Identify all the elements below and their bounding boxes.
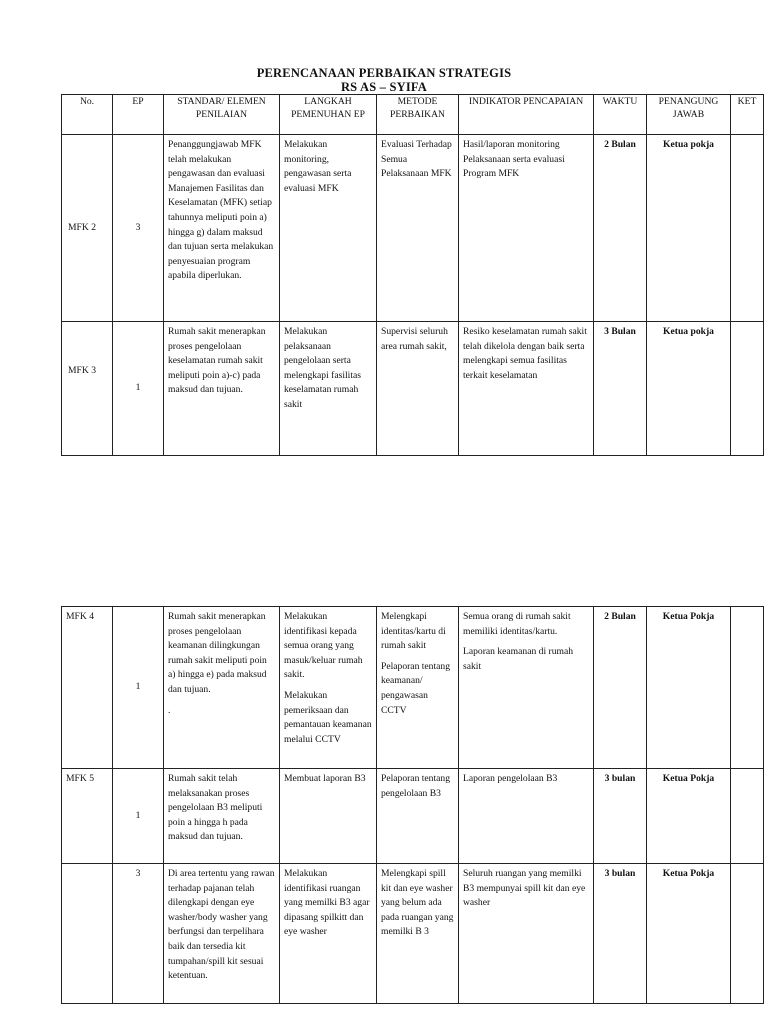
langkah-item: Melakukan pelaksanaan pengelolaan serta melengkapi fasilitas keselamatan rumah sakit bbox=[284, 326, 361, 410]
cell-ket bbox=[731, 864, 764, 1004]
cell-penanggung-jawab: Ketua Pokja bbox=[647, 607, 731, 769]
header-ket: KET bbox=[731, 95, 764, 135]
cell-indikator bbox=[459, 607, 594, 769]
header-ep: EP bbox=[113, 95, 164, 135]
metode-item: Evaluasi Terhadap Semua Pelaksanaan MFK bbox=[381, 139, 452, 180]
cell-metode bbox=[377, 135, 459, 322]
cell-waktu: 3 Bulan bbox=[594, 322, 647, 456]
table-row bbox=[62, 769, 764, 864]
cell-indikator bbox=[459, 769, 594, 864]
cell-ket bbox=[731, 322, 764, 456]
metode-item: Supervisi seluruh area rumah sakit, bbox=[381, 326, 448, 352]
header-langkah: LANGKAH PEMENUHAN EP bbox=[280, 95, 377, 135]
cell-indikator bbox=[459, 322, 594, 456]
cell-langkah bbox=[280, 864, 377, 1004]
cell-langkah bbox=[280, 607, 377, 769]
cell-ep: 1 bbox=[113, 607, 164, 769]
cell-ep: 3 bbox=[113, 864, 164, 1004]
indikator-item: Resiko keselamatan rumah sakit telah dikelola dengan baik serta melengkapi semua fasilitas terkait keselamatan bbox=[463, 326, 587, 381]
cell-standar: Rumah sakit menerapkan proses pengelolaan keselamatan rumah sakit meliputi poin a)-c) pada maksud dan tujuan. bbox=[164, 322, 280, 456]
cell-waktu: 2 Bulan bbox=[594, 607, 647, 769]
cell-metode bbox=[377, 322, 459, 456]
cell-langkah bbox=[280, 769, 377, 864]
cell-waktu: 3 bulan bbox=[594, 769, 647, 864]
indikator-item: Semua orang di rumah sakit memiliki identitas/kartu. bbox=[463, 611, 571, 637]
cell-waktu: 2 Bulan bbox=[594, 135, 647, 322]
cell-ep: 1 bbox=[113, 322, 164, 456]
header-metode: METODE PERBAIKAN bbox=[377, 95, 459, 135]
plan-table-bottom bbox=[61, 606, 764, 1004]
header-indikator: INDIKATOR PENCAPAIAN bbox=[459, 95, 594, 135]
cell-no: MFK 3 bbox=[62, 322, 113, 456]
cell-metode bbox=[377, 769, 459, 864]
langkah-item: Melakukan identifikasi kepada semua orang yang masuk/keluar rumah sakit. bbox=[284, 611, 363, 681]
langkah-item: Melakukan identifikasi ruangan yang memilki B3 agar dipasang spilkitt dan eye washer bbox=[284, 868, 370, 938]
header-penanggung-jawab: PENANGUNG JAWAB bbox=[647, 95, 731, 135]
cell-ket bbox=[731, 769, 764, 864]
cell-standar: Di area tertentu yang rawan terhadap pajanan telah dilengkapi dengan eye washer/body washer yang berfungsi dan terpelihara baik dan tersedia kit tumpahan/spill kit sesuai ketentuan. bbox=[164, 864, 280, 1004]
table-header-row bbox=[62, 95, 764, 135]
cell-metode bbox=[377, 607, 459, 769]
cell-standar: Penanggungjawab MFK telah melakukan pengawasan dan evaluasi Manajemen Fasilitas dan Keselamatan (MFK) setiap tahunnya meliputi poin a) hingga g) dalam maksud dan tujuan serta melakukan penyesuaian program apabila diperlukan. bbox=[164, 135, 280, 322]
cell-no: MFK 2 bbox=[62, 135, 113, 322]
header-standar: STANDAR/ ELEMEN PENILAIAN bbox=[164, 95, 280, 135]
langkah-item: Melakukan monitoring, pengawasan serta evaluasi MFK bbox=[284, 139, 352, 194]
cell-penanggung-jawab: Ketua pokja bbox=[647, 322, 731, 456]
metode-item: Melengkapi spill kit dan eye washer yang belum ada pada ruangan yang memilki B 3 bbox=[381, 868, 454, 938]
cell-ket bbox=[731, 135, 764, 322]
header-no: No. bbox=[62, 95, 113, 135]
langkah-item: Melakukan pemeriksaan dan pemantauan keamanan melalui CCTV bbox=[284, 689, 372, 745]
table-row bbox=[62, 607, 764, 769]
cell-waktu: 3 bulan bbox=[594, 864, 647, 1004]
header-waktu: WAKTU bbox=[594, 95, 647, 135]
cell-ep: 3 bbox=[113, 135, 164, 322]
standar-extra: . bbox=[168, 704, 171, 716]
page-subtitle: RS AS – SYIFA bbox=[340, 80, 428, 94]
indikator-item: Seluruh ruangan yang memilki B3 mempunyai spill kit dan eye washer bbox=[463, 868, 586, 909]
cell-langkah bbox=[280, 135, 377, 322]
indikator-item: Hasil/laporan monitoring Pelaksanaan serta evaluasi Program MFK bbox=[463, 139, 565, 180]
indikator-item: Laporan keamanan di rumah sakit bbox=[463, 646, 574, 672]
cell-standar bbox=[164, 607, 280, 769]
table-row bbox=[62, 322, 764, 456]
cell-langkah bbox=[280, 322, 377, 456]
metode-item: Pelaporan tentang keamanan/ pengawasan CCTV bbox=[381, 660, 450, 716]
metode-item: Melengkapi identitas/kartu di rumah sakit bbox=[381, 611, 446, 652]
page-title: PERENCANAAN PERBAIKAN STRATEGIS bbox=[256, 66, 512, 80]
cell-no: MFK 5 bbox=[62, 769, 113, 864]
indikator-item: Laporan pengelolaan B3 bbox=[463, 773, 558, 784]
cell-no bbox=[62, 864, 113, 1004]
cell-no: MFK 4 bbox=[62, 607, 113, 769]
langkah-item: Membuat laporan B3 bbox=[284, 773, 366, 784]
table-row bbox=[62, 135, 764, 322]
cell-metode bbox=[377, 864, 459, 1004]
standar-text: Rumah sakit menerapkan proses pengelolaan keamanan dilingkungan rumah sakit meliputi poin a) hingga e) pada maksud dan tujuan. bbox=[168, 611, 267, 695]
metode-item: Pelaporan tentang pengelolaan B3 bbox=[381, 773, 450, 799]
cell-ep: 1 bbox=[113, 769, 164, 864]
cell-penanggung-jawab: Ketua pokja bbox=[647, 135, 731, 322]
cell-ket bbox=[731, 607, 764, 769]
cell-penanggung-jawab: Ketua Pokja bbox=[647, 864, 731, 1004]
table-row bbox=[62, 864, 764, 1004]
cell-indikator bbox=[459, 135, 594, 322]
cell-indikator bbox=[459, 864, 594, 1004]
plan-table-top bbox=[61, 94, 764, 456]
cell-standar: Rumah sakit telah melaksanakan proses pengelolaan B3 meliputi poin a hingga h pada maksud dan tujuan. bbox=[164, 769, 280, 864]
cell-penanggung-jawab: Ketua Pokja bbox=[647, 769, 731, 864]
